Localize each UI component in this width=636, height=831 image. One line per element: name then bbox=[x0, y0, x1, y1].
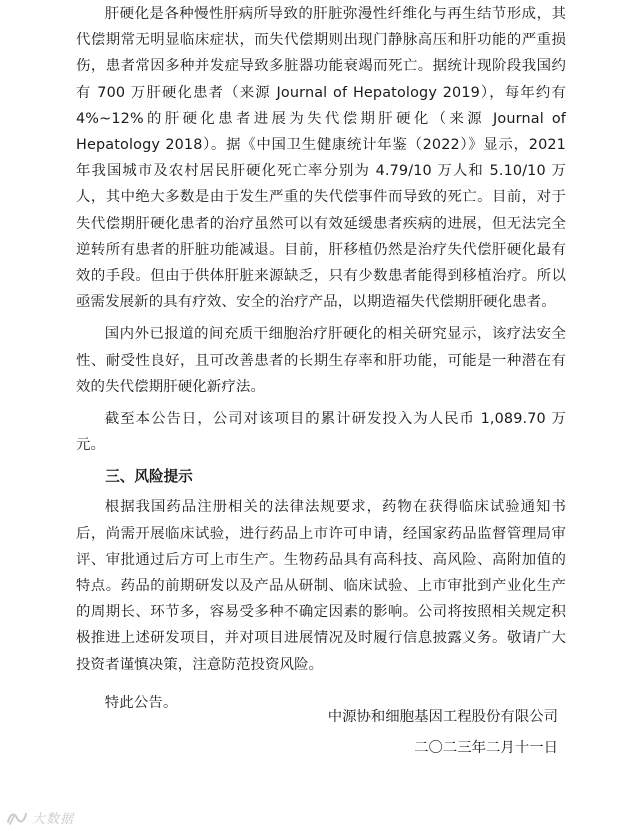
announcement-date: 二〇二三年二月十一日 bbox=[414, 740, 558, 756]
document-body bbox=[76, 0, 566, 716]
paragraph-risk-statement: 根据我国药品注册相关的法律法规要求，药物在获得临床试验通知书后，尚需开展临床试验，进行药品上市许可申请，经国家药品监督管理局审评、审批通过后方可上市生产。生物药品具有高科技、高风险、高附加值的特点。药品的前期研发以及产品从研制、临床试验、上市审批到产业化生产的周期长、环节多，容易受多种不确定因素的影响。公司将按照相关规定积极推进上述研发项目，并对项目进展情况及时履行信息披露义务。敬请广大投资者谨慎决策，注意防范投资风险。 bbox=[76, 499, 566, 673]
brand-logo-icon bbox=[6, 810, 28, 826]
paragraph-rd-investment: 截至本公告日，公司对该项目的累计研发投入为人民币 1,089.70 万元。 bbox=[76, 411, 566, 454]
company-signature: 中源协和细胞基因工程股份有限公司 bbox=[327, 709, 558, 725]
paragraph-research-findings: 国内外已报道的间充质干细胞治疗肝硬化的相关研究显示，该疗法安全性、耐受性良好，且可改善患者的长期生存率和肝功能，可能是一种潜在有效的失代偿期肝硬化新疗法。 bbox=[76, 326, 566, 395]
paragraph-liver-cirrhosis-background: 肝硬化是各种慢性肝病所导致的肝脏弥漫性纤维化与再生结节形成，其代偿期常无明显临床症状，而失代偿期则出现门静脉高压和肝功能的严重损伤，患者常因多种并发症导致多脏器功能衰竭而死亡。据统计现阶段我国约有 700 万肝硬化患者（来源 Journal of Hepatology 2019），每年约有 4%~12%的肝硬化患者进展为失代偿期肝硬化（来源 Journal of Hepatology 2018）。据《中国卫生健康统计年鉴（2022）》显示，2021 年我国城市及农村居民肝硬化死亡率分别为 4.79/10 万人和 5.10/10 万人，其中绝大多数是由于发生严重的失代偿事件而导致的死亡。目前，对于失代偿期肝硬化患者的治疗虽然可以有效延缓患者疾病的进展，但无法完全逆转所有患者的肝脏功能减退。目前，肝移植仍然是治疗失代偿肝硬化最有效的手段。但由于供体肝脏来源缺乏，只有少数患者能得到移植治疗。所以亟需发展新的具有疗效、安全的治疗产品，以期造福失代偿期肝硬化患者。 bbox=[76, 6, 566, 311]
paragraph-closing: 特此公告。 bbox=[104, 694, 178, 711]
section-heading-risk: 三、风险提示 bbox=[105, 468, 193, 486]
watermark bbox=[6, 808, 74, 827]
watermark-text: 大数据 bbox=[32, 812, 75, 827]
